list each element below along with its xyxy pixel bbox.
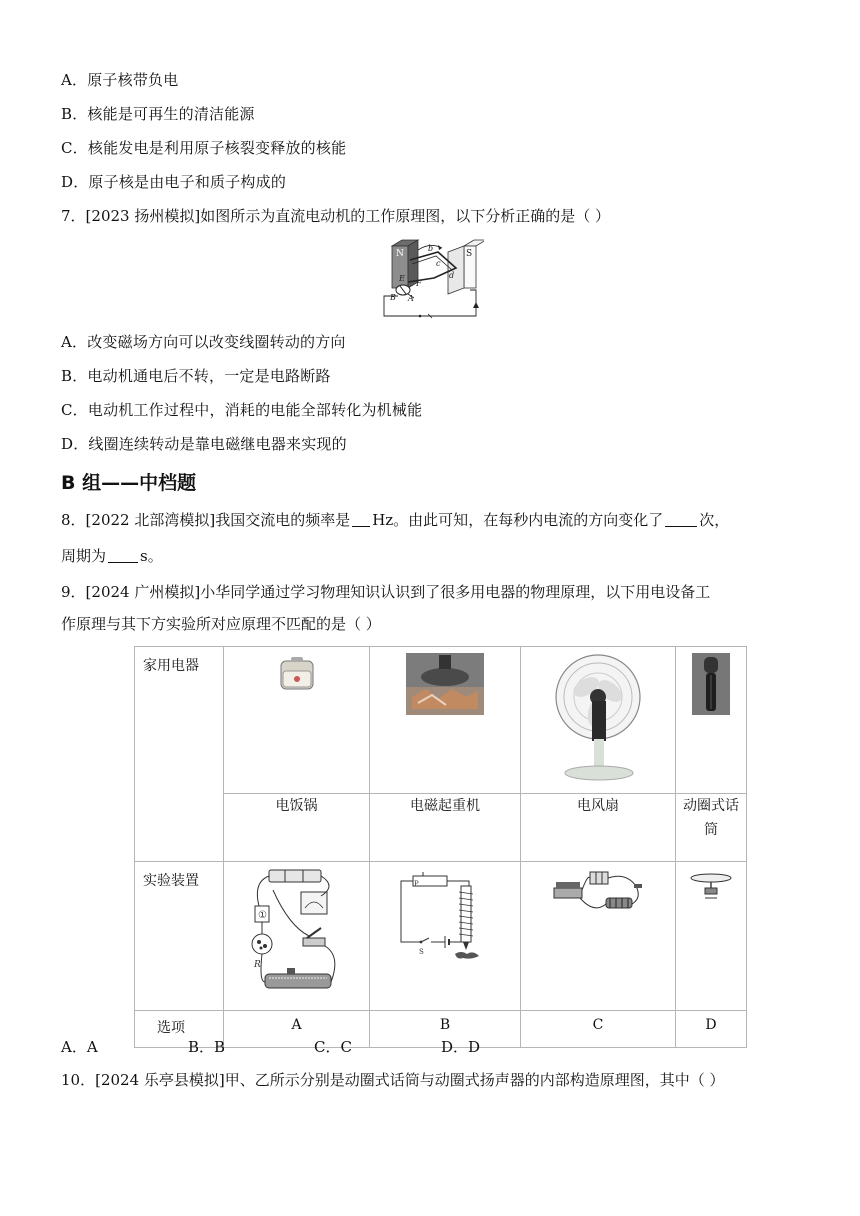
experiment-d-image bbox=[676, 862, 747, 1011]
appliance-image-electromagnetic-crane bbox=[370, 647, 521, 794]
q9-answer-c[interactable]: C．C bbox=[314, 1038, 352, 1056]
experiment-c-image bbox=[521, 862, 676, 1011]
experiment-a-image bbox=[224, 862, 370, 1011]
q9-answer-a[interactable]: A．A bbox=[61, 1038, 98, 1056]
q7-option-c: C．电动机工作过程中，消耗的电能全部转化为机械能 bbox=[61, 401, 423, 419]
option-cell-a: A bbox=[224, 1011, 370, 1048]
q8-text-5: s。 bbox=[140, 547, 163, 565]
q6-option-a: A．原子核带负电 bbox=[61, 71, 179, 89]
q8-text-3: 次， bbox=[699, 511, 730, 529]
q8-text-1: 8．[2022 北部湾模拟]我国交流电的频率是 bbox=[61, 511, 351, 529]
label-switch: S bbox=[419, 948, 424, 956]
label-d: d bbox=[449, 271, 455, 280]
label-resistor: R bbox=[253, 960, 261, 970]
appliance-name-rice-cooker: 电饭锅 bbox=[224, 794, 370, 862]
q9-stem-line1: 9．[2024 广州模拟]小华同学通过学习物理知识认识到了很多用电器的物理原理，以下用电设备工 bbox=[61, 583, 711, 601]
appliance-image-rice-cooker bbox=[224, 647, 370, 794]
appliance-name-crane: 电磁起重机 bbox=[370, 794, 521, 862]
appliance-name-fan: 电风扇 bbox=[521, 794, 676, 862]
q8-blank-period[interactable] bbox=[108, 547, 138, 563]
q9-stem-line2: 作原理与其下方实验所对应原理不匹配的是（ ） bbox=[61, 615, 381, 633]
q7-stem: 7．[2023 扬州模拟]如图所示为直流电动机的工作原理图，以下分析正确的是（ ） bbox=[61, 207, 610, 225]
appliance-name-microphone: 动圈式话筒 bbox=[676, 794, 747, 862]
q7-option-d: D．线圈连续转动是靠电磁继电器来实现的 bbox=[61, 435, 347, 453]
section-b-heading: B 组——中档题 bbox=[61, 472, 197, 494]
q8-line2 bbox=[61, 546, 163, 566]
label-b: b bbox=[428, 244, 434, 253]
q8-line1 bbox=[61, 510, 729, 530]
option-cell-b: B bbox=[370, 1011, 521, 1048]
q9-table bbox=[134, 646, 747, 1048]
label-b-brush: B bbox=[390, 293, 396, 302]
label-a-brush: A bbox=[408, 294, 414, 303]
q7-option-a: A．改变磁场方向可以改变线圈转动的方向 bbox=[61, 333, 346, 351]
row-label-appliance: 家用电器 bbox=[135, 647, 224, 862]
label-s: S bbox=[466, 249, 473, 259]
option-cell-d: D bbox=[676, 1011, 747, 1048]
label-pointer: P bbox=[414, 880, 419, 888]
option-cell-c: C bbox=[521, 1011, 676, 1048]
row-label-option: 选项 bbox=[135, 1011, 224, 1048]
q10-stem: 10．[2024 乐亭县模拟]甲、乙所示分别是动圈式话筒与动圈式扬声器的内部构造原理图，其中（ ） bbox=[61, 1071, 725, 1089]
q6-option-d: D．原子核是由电子和质子构成的 bbox=[61, 173, 287, 191]
q6-option-c: C．核能发电是利用原子核裂变释放的核能 bbox=[61, 139, 347, 157]
appliance-image-dynamic-microphone bbox=[676, 647, 747, 794]
label-n: N bbox=[396, 249, 404, 259]
experiment-b-image bbox=[370, 862, 521, 1011]
q8-text-4: 周期为 bbox=[61, 547, 107, 565]
q8-text-2: Hz。由此可知，在每秒内电流的方向变化了 bbox=[372, 511, 664, 529]
svg-text:①: ① bbox=[257, 910, 267, 921]
label-c: c bbox=[436, 259, 441, 268]
q8-blank-times[interactable] bbox=[665, 511, 697, 527]
q8-blank-frequency[interactable] bbox=[352, 511, 370, 527]
q6-option-b: B．核能是可再生的清洁能源 bbox=[61, 105, 255, 123]
q7-motor-figure bbox=[378, 238, 484, 324]
q7-option-b: B．电动机通电后不转，一定是电路断路 bbox=[61, 367, 331, 385]
q9-answer-d[interactable]: D．D bbox=[441, 1038, 481, 1056]
q9-answer-b[interactable]: B．B bbox=[188, 1038, 226, 1056]
appliance-image-electric-fan bbox=[521, 647, 676, 794]
row-label-experiment: 实验装置 bbox=[135, 862, 224, 1011]
label-f: F bbox=[416, 279, 422, 288]
label-e: E bbox=[399, 274, 405, 283]
